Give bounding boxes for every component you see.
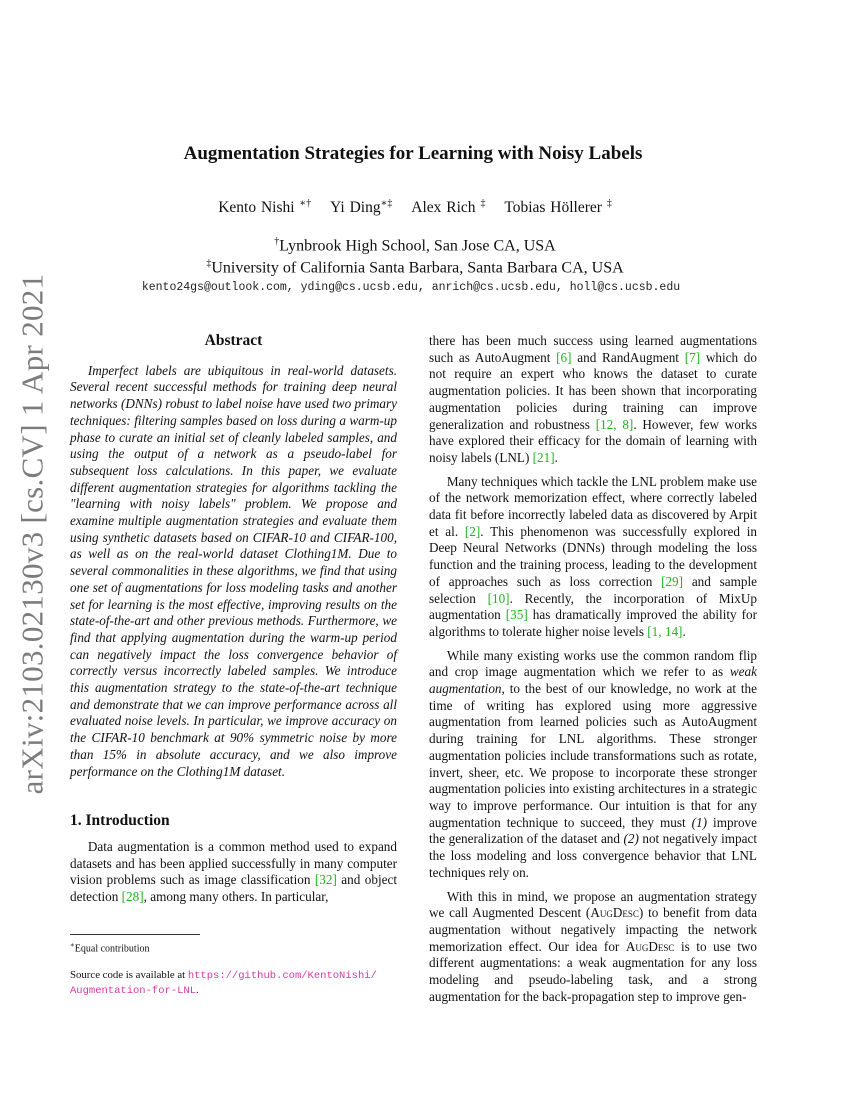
arxiv-id: arXiv:2103.02130v3 [cs.CV] 1 Apr 2021 xyxy=(14,273,49,795)
citation[interactable]: [21] xyxy=(532,449,555,465)
footnote-rule xyxy=(70,934,200,935)
source-code-link[interactable]: https://github.com/KentoNishi/ Augmentation-for-LNL xyxy=(70,970,377,997)
author-list xyxy=(0,198,830,217)
paper-title: Augmentation Strategies for Learning with Noisy Labels xyxy=(183,143,643,164)
right-paragraph-1: there has been much success using learned augmentations such as AutoAugment [6] and RandAugment [7] which do not require an expert who knows the dataset to curate augmentation policies. It has been shown that incorporating augmentation policies during training can improve generalization and robustness [12, 8]. However, few works have explored their efficacy for the domain of learning with noisy labels (LNL) [21]. xyxy=(429,333,757,465)
right-paragraph-2: Many techniques which tackle the LNL problem make use of the network memorization effect, where correctly labeled data fit before incorrectly labeled data as discovered by Arpit et al. [2]. This phenomenon was successfully explored in Deep Neural Networks (DNNs) through modeling the loss function and the training process, leading to the development of approaches such as loss correction [29] and sample selection [10]. Recently, the incorporation of MixUp augmentation [35] has dramatically improved the ability for algorithms to tolerate higher noise levels [1, 14]. xyxy=(429,473,757,639)
author-3: Alex Rich ‡ xyxy=(411,198,486,217)
author-2: Yi Ding∗‡ xyxy=(330,198,393,217)
arxiv-stamp xyxy=(12,273,52,795)
affiliation-1: †Lynbrook High School, San Jose CA, USA xyxy=(274,236,556,255)
citation[interactable]: [35] xyxy=(505,607,528,623)
citation[interactable]: [12, 8] xyxy=(595,416,634,432)
citation[interactable]: [2] xyxy=(464,523,481,539)
author-emails: kento24gs@outlook.com, yding@cs.ucsb.edu, anrich@cs.ucsb.edu, holl@cs.ucsb.edu xyxy=(141,281,681,294)
right-paragraph-3: While many existing works use the common random flip and crop image augmentation which we refer to as weak augmentation, to the best of our knowledge, no work at the time of writing has explored using more aggressive augmentation from learned policies such as AutoAugment during training for LNL algorithms. These stronger augmentation policies include transformations such as rotate, invert, sheer, etc. We propose to incorporate these stronger augmentation policies into existing architectures in a strategic way to improve performance. Our intuition is that for any augmentation technique to succeed, they must (1) improve the generalization of the dataset and (2) not negatively impact the loss modeling and loss convergence behavior that LNL techniques rely on. xyxy=(429,647,757,880)
citation[interactable]: [6] xyxy=(556,349,572,365)
abstract-text: Imperfect labels are ubiquitous in real-world datasets. Several recent successful methods for training deep neural networks (DNNs) robust to label noise have used two primary techniques: filtering samples based on loss during a warm-up phase to curate an initial set of cleanly labeled samples, and using the output of a network as a pseudo-label for subsequent loss calculations. In this paper, we evaluate different augmentation strategies for algorithms tackling the "learning with noisy labels" problem. We propose and examine multiple augmentation strategies and evaluate them using synthetic datasets based on CIFAR-10 and CIFAR-100, as well as on the real-world dataset Clothing1M. Due to several commonalities in these algorithms, we find that using one set of augmentations for loss modeling tasks and another set for learning is the most effective, improving results on the state-of-the-art and other previous methods. Furthermore, we find that applying augmentation during the warm-up period can negatively impact the loss convergence behavior of correctly versus incorrectly labeled samples. We introduce this augmentation strategy to the state-of-the-art technique and demonstrate that we can improve performance across all evaluated noise levels. In particular, we improve accuracy on the CIFAR-10 benchmark at 90% symmetric noise by more than 15% in absolute accuracy, and we also improve performance on the Clothing1M dataset. xyxy=(70,362,397,779)
citation[interactable]: [1, 14] xyxy=(647,623,683,639)
affiliation-2: ‡University of California Santa Barbara, Santa Barbara CA, USA xyxy=(206,258,624,277)
citation[interactable]: [7] xyxy=(684,349,701,365)
intro-paragraph-1: Data augmentation is a common method used to expand datasets and has been applied successfully in many computer vision problems such as image classification [32] and object detection [28], among many others. In particular, xyxy=(70,838,398,905)
right-column xyxy=(429,333,757,1005)
citation[interactable]: [10] xyxy=(487,590,510,606)
citation[interactable]: [32] xyxy=(314,872,337,888)
abstract-heading: Abstract xyxy=(204,332,263,349)
footnote-equal-contribution: ∗Equal contribution xyxy=(70,941,150,955)
left-column xyxy=(70,333,397,906)
author-4: Tobias Höllerer ‡ xyxy=(504,198,612,217)
citation[interactable]: [28] xyxy=(121,889,144,905)
citation[interactable]: [29] xyxy=(661,573,684,589)
source-code-note: Source code is available at https://github.com/KentoNishi/ Augmentation-for-LNL. xyxy=(70,969,377,997)
author-1: Kento Nishi ∗† xyxy=(218,198,312,217)
section-heading-introduction: 1. Introduction xyxy=(70,812,170,830)
right-paragraph-4: With this in mind, we propose an augmentation strategy we call Augmented Descent (AugDesc) to benefit from data augmentation without negatively impacting the network memorization effect. Our idea for AugDesc is to use two different augmentations: a weak augmentation for any loss modeling and pseudo-labeling task, and a strong augmentation for the back-propagation step to improve gen- xyxy=(429,888,757,1004)
footnotes xyxy=(70,934,397,998)
